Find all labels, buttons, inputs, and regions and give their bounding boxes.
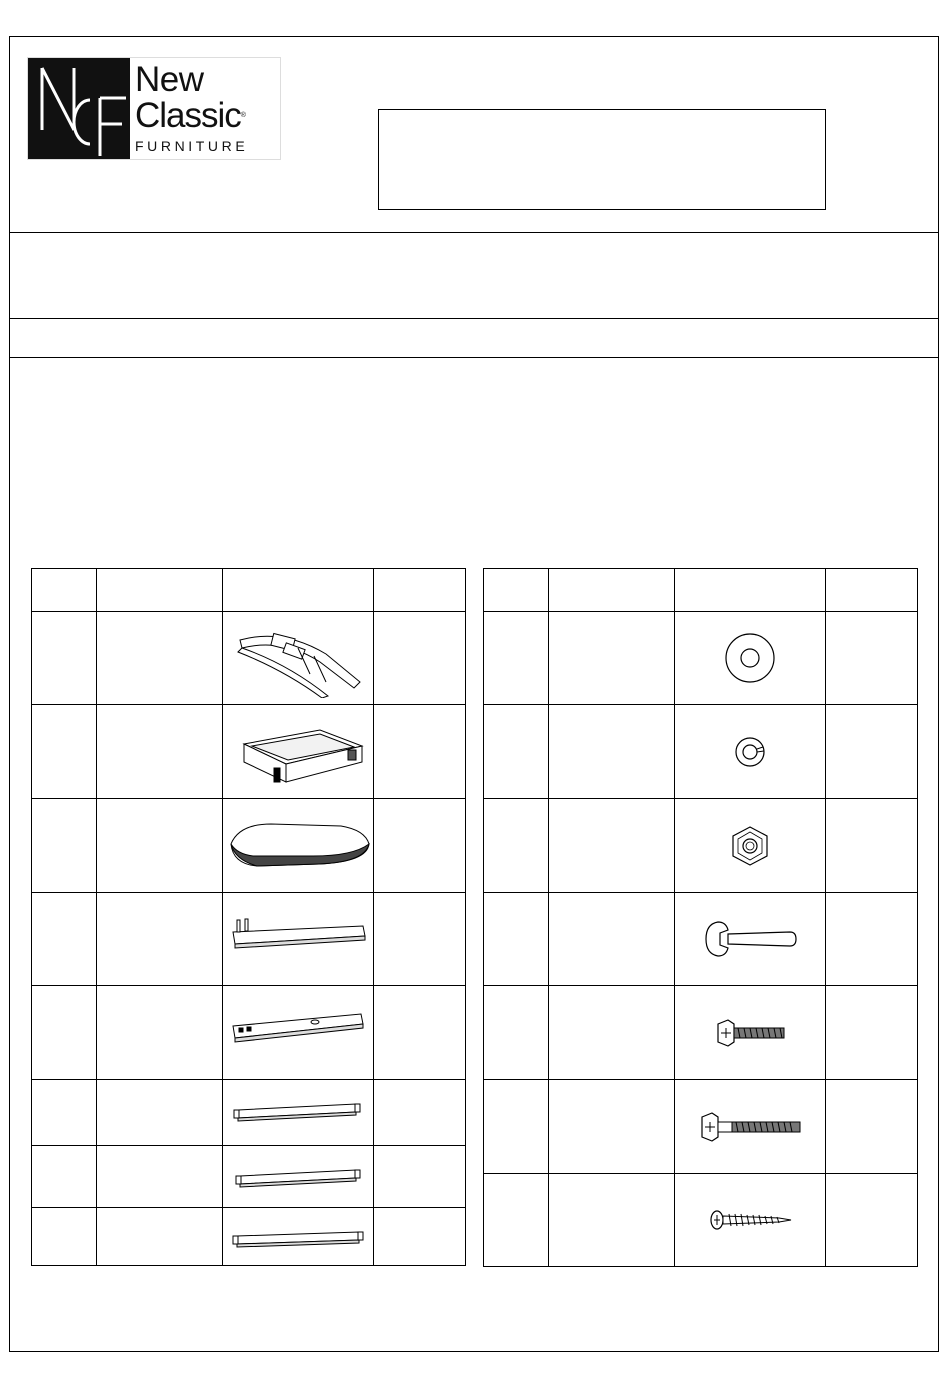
table-row: [32, 986, 466, 1080]
brand-name-line3: FURNITURE: [135, 138, 249, 154]
part-picture-cell: [223, 1146, 374, 1208]
table-row: [32, 1208, 466, 1266]
hex-nut-icon: [727, 823, 773, 869]
part-picture-cell: [675, 705, 826, 799]
part-picture-cell: [675, 986, 826, 1080]
table-row: [484, 893, 918, 986]
table-row: [32, 799, 466, 893]
short-bolt-icon: [710, 1016, 790, 1050]
chair-back-frame-icon: [228, 618, 368, 698]
header-cell-quantity: [374, 569, 466, 612]
seat-cushion-icon: [223, 816, 373, 876]
parts-table-left: [31, 568, 466, 1266]
part-picture-cell: [223, 986, 374, 1080]
table-row: [32, 705, 466, 799]
product-title-box: [378, 109, 826, 210]
brand-name-line2: [135, 96, 246, 136]
brand-logo: [27, 57, 281, 160]
part-picture-cell: [675, 893, 826, 986]
seat-frame-icon: [228, 712, 368, 792]
stretcher-rail-icon: [228, 1096, 368, 1130]
table-header-row: [484, 569, 918, 612]
brand-name-line1: New: [135, 60, 204, 99]
table-row: [484, 612, 918, 705]
table-row: [484, 1174, 918, 1267]
header-cell-description: [549, 569, 675, 612]
long-bolt-icon: [694, 1109, 806, 1145]
table-row: [484, 799, 918, 893]
front-leg-rail-icon: [223, 1008, 373, 1058]
parts-table-right: [483, 568, 918, 1267]
table-row: [484, 986, 918, 1080]
part-picture-cell: [675, 1174, 826, 1267]
table-header-row: [32, 569, 466, 612]
table-row: [32, 893, 466, 986]
part-picture-cell: [223, 612, 374, 705]
part-picture-cell: [675, 612, 826, 705]
table-row: [32, 1146, 466, 1208]
section-divider: [9, 232, 939, 233]
part-picture-cell: [675, 799, 826, 893]
header-cell-picture: [675, 569, 826, 612]
part-picture-cell: [223, 1080, 374, 1146]
brand-name-classic: Classic: [135, 96, 241, 135]
stretcher-rail-icon: [225, 1220, 371, 1254]
table-row: [484, 705, 918, 799]
section-divider: [9, 357, 939, 358]
table-row: [484, 1080, 918, 1174]
part-picture-cell: [223, 1208, 374, 1266]
header-cell-letter: [484, 569, 549, 612]
flat-washer-icon: [720, 628, 780, 688]
registered-mark: ®: [240, 112, 246, 119]
header-cell-description: [97, 569, 223, 612]
header-cell-picture: [223, 569, 374, 612]
table-row: [32, 1080, 466, 1146]
part-picture-cell: [223, 705, 374, 799]
wrench-icon: [700, 914, 800, 964]
rear-leg-rail-icon: [223, 914, 373, 964]
header-cell-quantity: [826, 569, 918, 612]
part-picture-cell: [675, 1080, 826, 1174]
stretcher-rail-icon: [228, 1160, 368, 1194]
ncf-monogram: [28, 58, 130, 159]
header-cell-letter: [32, 569, 97, 612]
part-picture-cell: [223, 799, 374, 893]
wood-screw-icon: [705, 1205, 795, 1235]
lock-washer-icon: [730, 732, 770, 772]
section-divider: [9, 318, 939, 319]
part-picture-cell: [223, 893, 374, 986]
table-row: [32, 612, 466, 705]
